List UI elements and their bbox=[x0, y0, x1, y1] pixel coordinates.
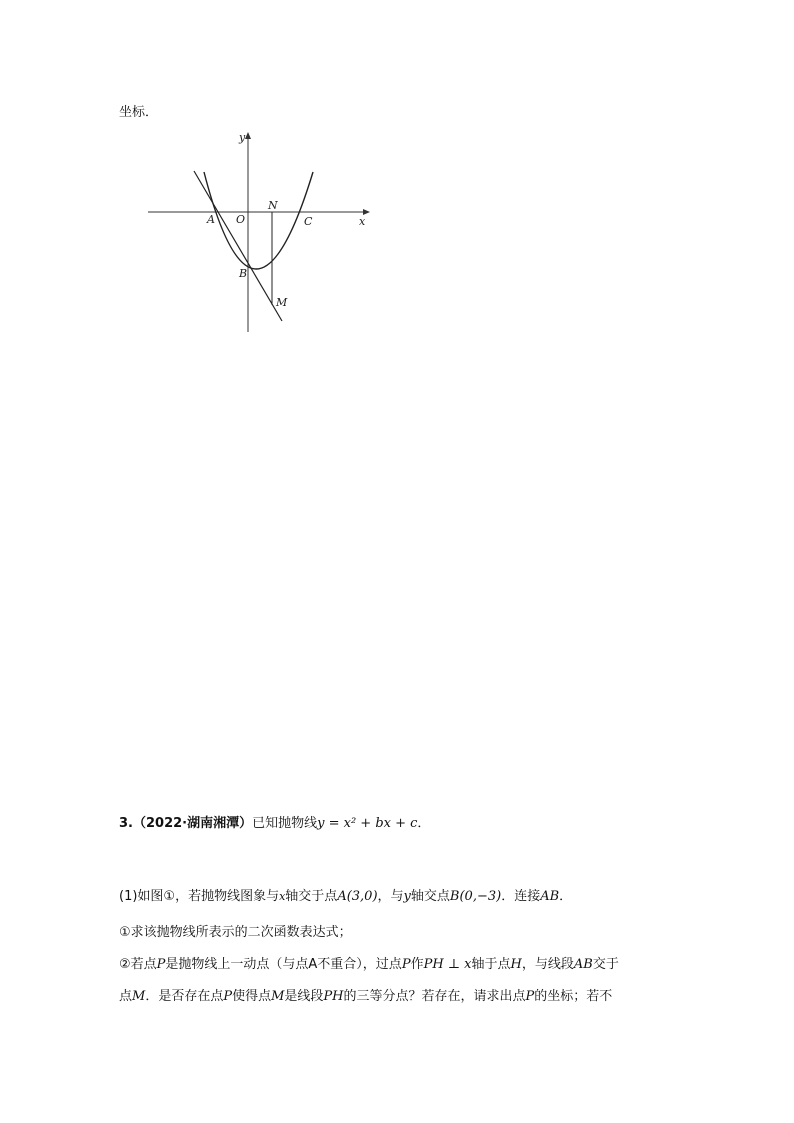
var-x: x bbox=[279, 890, 286, 903]
sub2-l2-f: 的坐标；若不 bbox=[534, 989, 613, 1004]
line-ab bbox=[194, 171, 282, 321]
label-b: B bbox=[239, 267, 248, 280]
point-p: P bbox=[223, 989, 233, 1004]
point-p: P bbox=[401, 957, 411, 972]
label-n: N bbox=[268, 199, 278, 212]
point-p: P bbox=[525, 989, 535, 1004]
parabola-figure bbox=[140, 125, 380, 340]
part1-text-b: 轴交于点 bbox=[285, 889, 338, 904]
point-b: B(0,−3) bbox=[449, 889, 502, 904]
part-1-text bbox=[119, 888, 572, 906]
sub2-l1-a: ②若点 bbox=[119, 957, 157, 972]
parabola-curve bbox=[204, 172, 313, 269]
label-x: x bbox=[359, 215, 366, 228]
sub2-l1-c: 作 bbox=[410, 957, 424, 972]
point-p: P bbox=[156, 957, 166, 972]
label-c: C bbox=[304, 215, 313, 228]
sub-question-2-line-1 bbox=[119, 956, 619, 974]
point-a: A(3,0) bbox=[337, 889, 378, 904]
problem-intro-end: ． bbox=[417, 816, 431, 831]
sub2-l1-f: 交于 bbox=[592, 957, 619, 972]
part1-text-f: ． bbox=[559, 889, 573, 904]
problem-intro: 已知抛物线 bbox=[252, 816, 318, 831]
point-m: M bbox=[132, 989, 146, 1004]
segment-ab: AB bbox=[540, 889, 560, 904]
sub2-l2-d: 是线段 bbox=[284, 989, 324, 1004]
sub2-l1-b: 是抛物线上一动点（与点A不重合），过点 bbox=[165, 957, 402, 972]
problem-number: 3. bbox=[119, 816, 133, 831]
sub2-l2-e: 的三等分点？若存在，请求出点 bbox=[343, 989, 526, 1004]
part1-text-e: ．连接 bbox=[501, 889, 541, 904]
var-y: y bbox=[403, 889, 411, 904]
sub-question-1: ①求该抛物线所表示的二次函数表达式； bbox=[119, 925, 352, 940]
label-a: A bbox=[207, 213, 215, 226]
sub-question-2-line-2 bbox=[119, 988, 612, 1006]
label-o: O bbox=[236, 213, 246, 226]
perpendicular-expr: PH ⊥ x bbox=[423, 957, 472, 972]
problem-3-header bbox=[119, 815, 430, 833]
segment-ab: AB bbox=[573, 957, 593, 972]
segment-ph: PH bbox=[323, 989, 344, 1004]
point-h: H bbox=[510, 957, 522, 972]
part1-text-c: ，与 bbox=[377, 889, 404, 904]
parabola-equation: y = x² + bx + c bbox=[317, 816, 418, 831]
sub2-l1-d: 轴于点 bbox=[471, 957, 511, 972]
sub2-l2-c: 使得点 bbox=[232, 989, 272, 1004]
y-axis-arrow bbox=[245, 132, 251, 139]
sub2-l2-a: 点 bbox=[119, 989, 133, 1004]
part1-text-d: 轴交点 bbox=[410, 889, 450, 904]
continuation-text: 坐标． bbox=[119, 105, 159, 120]
point-m: M bbox=[271, 989, 285, 1004]
label-y: y bbox=[239, 131, 246, 144]
label-m: M bbox=[276, 296, 288, 309]
part1-text-a: (1)如图①，若抛物线图象与 bbox=[119, 889, 280, 904]
sub2-l1-e: ，与线段 bbox=[521, 957, 574, 972]
sub2-l2-b: ．是否存在点 bbox=[145, 989, 224, 1004]
problem-source: （2022·湖南湘潭） bbox=[132, 816, 253, 831]
